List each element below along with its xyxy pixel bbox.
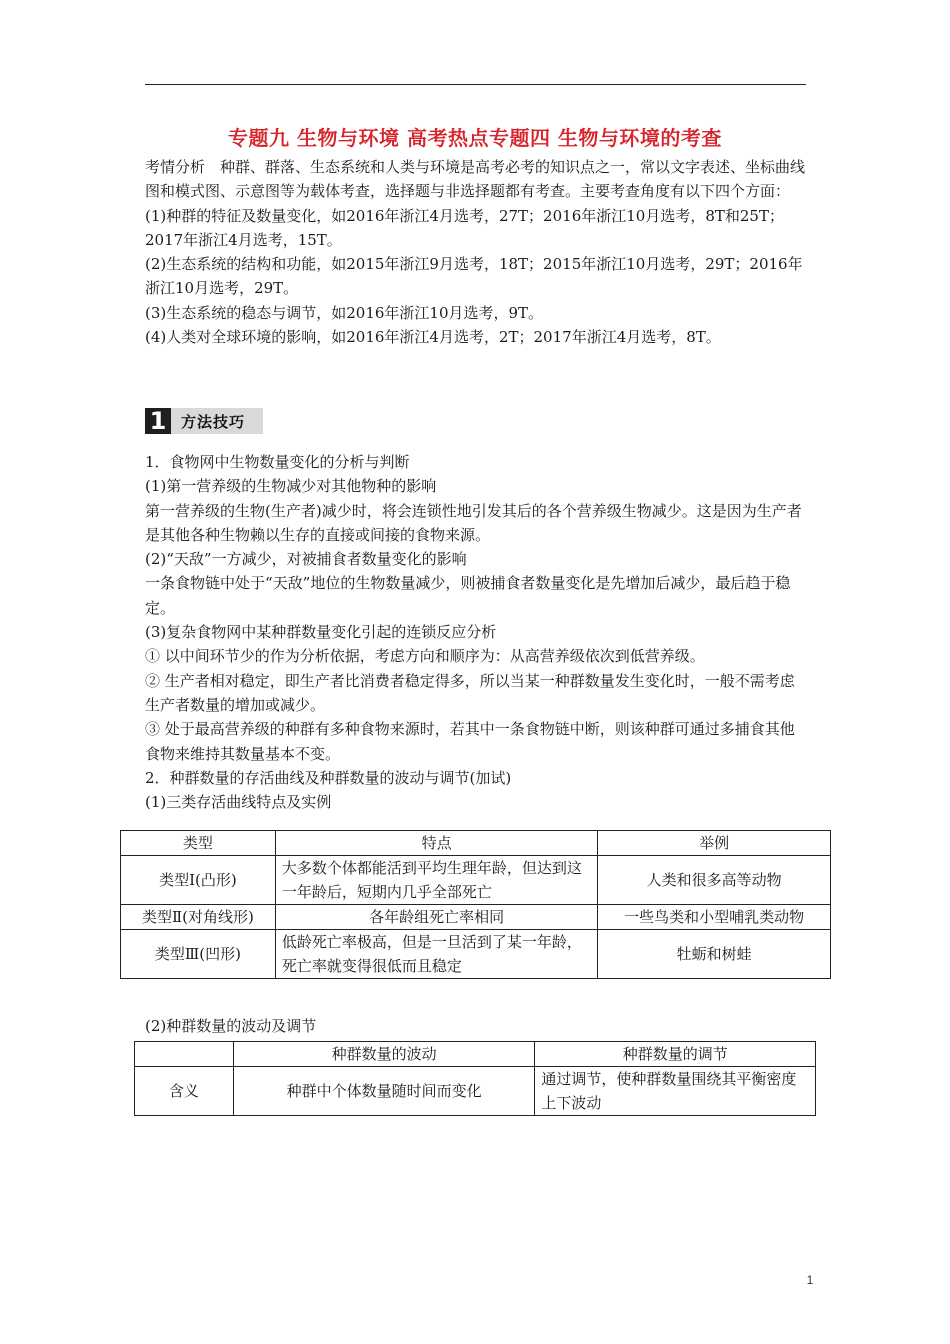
section-number-badge: 1 <box>145 408 171 434</box>
method-subheading: (3)复杂食物网中某种群数量变化引起的连锁反应分析 <box>145 623 497 642</box>
table-header-cell: 种群数量的调节 <box>535 1042 816 1067</box>
intro-item: (3)生态系统的稳态与调节，如2016年浙江10月选考，9T。 <box>145 303 544 322</box>
table-cell: 各年龄组死亡率相同 <box>275 905 598 930</box>
method-subheading: (1)第一营养级的生物减少对其他物种的影响 <box>145 477 437 496</box>
table-cell: 一些鸟类和小型哺乳类动物 <box>598 905 831 930</box>
intro-paragraph: 考情分析 种群、群落、生态系统和人类与环境是高考必考的知识点之一，常以文字表述、坐标曲线图和模式图、示意图等为载体考查，选择题与非选择题都有考查。主要考查角度有以下四个方面： <box>145 158 806 201</box>
table-cell: 类型Ⅱ(对角线形) <box>121 905 276 930</box>
table-cell: 低龄死亡率极高，但是一旦活到了某一年龄，死亡率就变得很低而且稳定 <box>275 930 598 979</box>
table-cell: 类型Ⅲ(凹形) <box>121 930 276 979</box>
table-header-row <box>121 831 831 856</box>
table-cell: 牡蛎和树蛙 <box>598 930 831 979</box>
methods-content <box>145 450 809 814</box>
table-header-cell: 种群数量的波动 <box>233 1042 535 1067</box>
table-header-cell <box>135 1042 234 1067</box>
page-number: 1 <box>806 1273 814 1287</box>
section-header-methods <box>145 408 263 434</box>
page-title: 专题九 生物与环境 高考热点专题四 生物与环境的考查 <box>228 126 722 150</box>
table-header-cell: 类型 <box>121 831 276 856</box>
header-rule <box>145 84 806 85</box>
population-fluctuation-table <box>134 1041 816 1116</box>
table-cell: 类型Ⅰ(凸形) <box>121 856 276 905</box>
table-row <box>121 856 831 905</box>
exam-analysis <box>145 155 809 349</box>
section-title: 方法技巧 <box>181 412 246 431</box>
method-subheading: (1)三类存活曲线特点及实例 <box>145 793 332 812</box>
table-row <box>121 930 831 979</box>
table-header-row <box>135 1042 816 1067</box>
method-point: ② 生产者相对稳定，即生产者比消费者稳定得多，所以当某一种群数量发生变化时，一般不需考虑生产者数量的增加或减少。 <box>145 671 795 714</box>
method-point: ① 以中间环节少的作为分析依据，考虑方向和顺序为：从高营养级依次到低营养级。 <box>145 647 705 666</box>
table-cell: 种群中个体数量随时间而变化 <box>233 1067 535 1116</box>
table-row <box>135 1067 816 1116</box>
table-cell: 含义 <box>135 1067 234 1116</box>
method-subheading: (2)“天敌”一方减少，对被捕食者数量变化的影响 <box>145 550 467 569</box>
table-cell: 大多数个体都能活到平均生理年龄，但达到这一年龄后，短期内几乎全部死亡 <box>275 856 598 905</box>
method-heading: 1．食物网中生物数量变化的分析与判断 <box>145 453 410 471</box>
intro-item: (4)人类对全球环境的影响，如2016年浙江4月选考，2T；2017年浙江4月选考，8T。 <box>145 328 721 347</box>
intro-item: (1)种群的特征及数量变化，如2016年浙江4月选考，27T；2016年浙江10月选考，8T和25T；2017年浙江4月选考，15T。 <box>145 206 784 249</box>
table-header-cell: 举例 <box>598 831 831 856</box>
method-point: ③ 处于最高营养级的种群有多种食物来源时，若其中一条食物链中断，则该种群可通过多捕食其他食物来维持其数量基本不变。 <box>145 720 795 763</box>
method-heading: 2．种群数量的存活曲线及种群数量的波动与调节(加试) <box>145 768 512 787</box>
table2-caption: (2)种群数量的波动及调节 <box>145 1017 317 1035</box>
intro-item: (2)生态系统的结构和功能，如2015年浙江9月选考，18T；2015年浙江10月选考，29T；2016年浙江10月选考，29T。 <box>145 255 803 298</box>
table-cell: 人类和很多高等动物 <box>598 856 831 905</box>
method-paragraph: 第一营养级的生物(生产者)减少时，将会连锁性地引发其后的各个营养级生物减少。这是因为生产者是其他各种生物赖以生存的直接或间接的食物来源。 <box>145 501 802 544</box>
table-cell: 通过调节，使种群数量围绕其平衡密度上下波动 <box>535 1067 816 1116</box>
table-header-cell: 特点 <box>275 831 598 856</box>
survival-curve-table <box>120 830 831 979</box>
method-paragraph: 一条食物链中处于“天敌”地位的生物数量减少，则被捕食者数量变化是先增加后减少，最后趋于稳定。 <box>145 574 791 617</box>
table-row <box>121 905 831 930</box>
